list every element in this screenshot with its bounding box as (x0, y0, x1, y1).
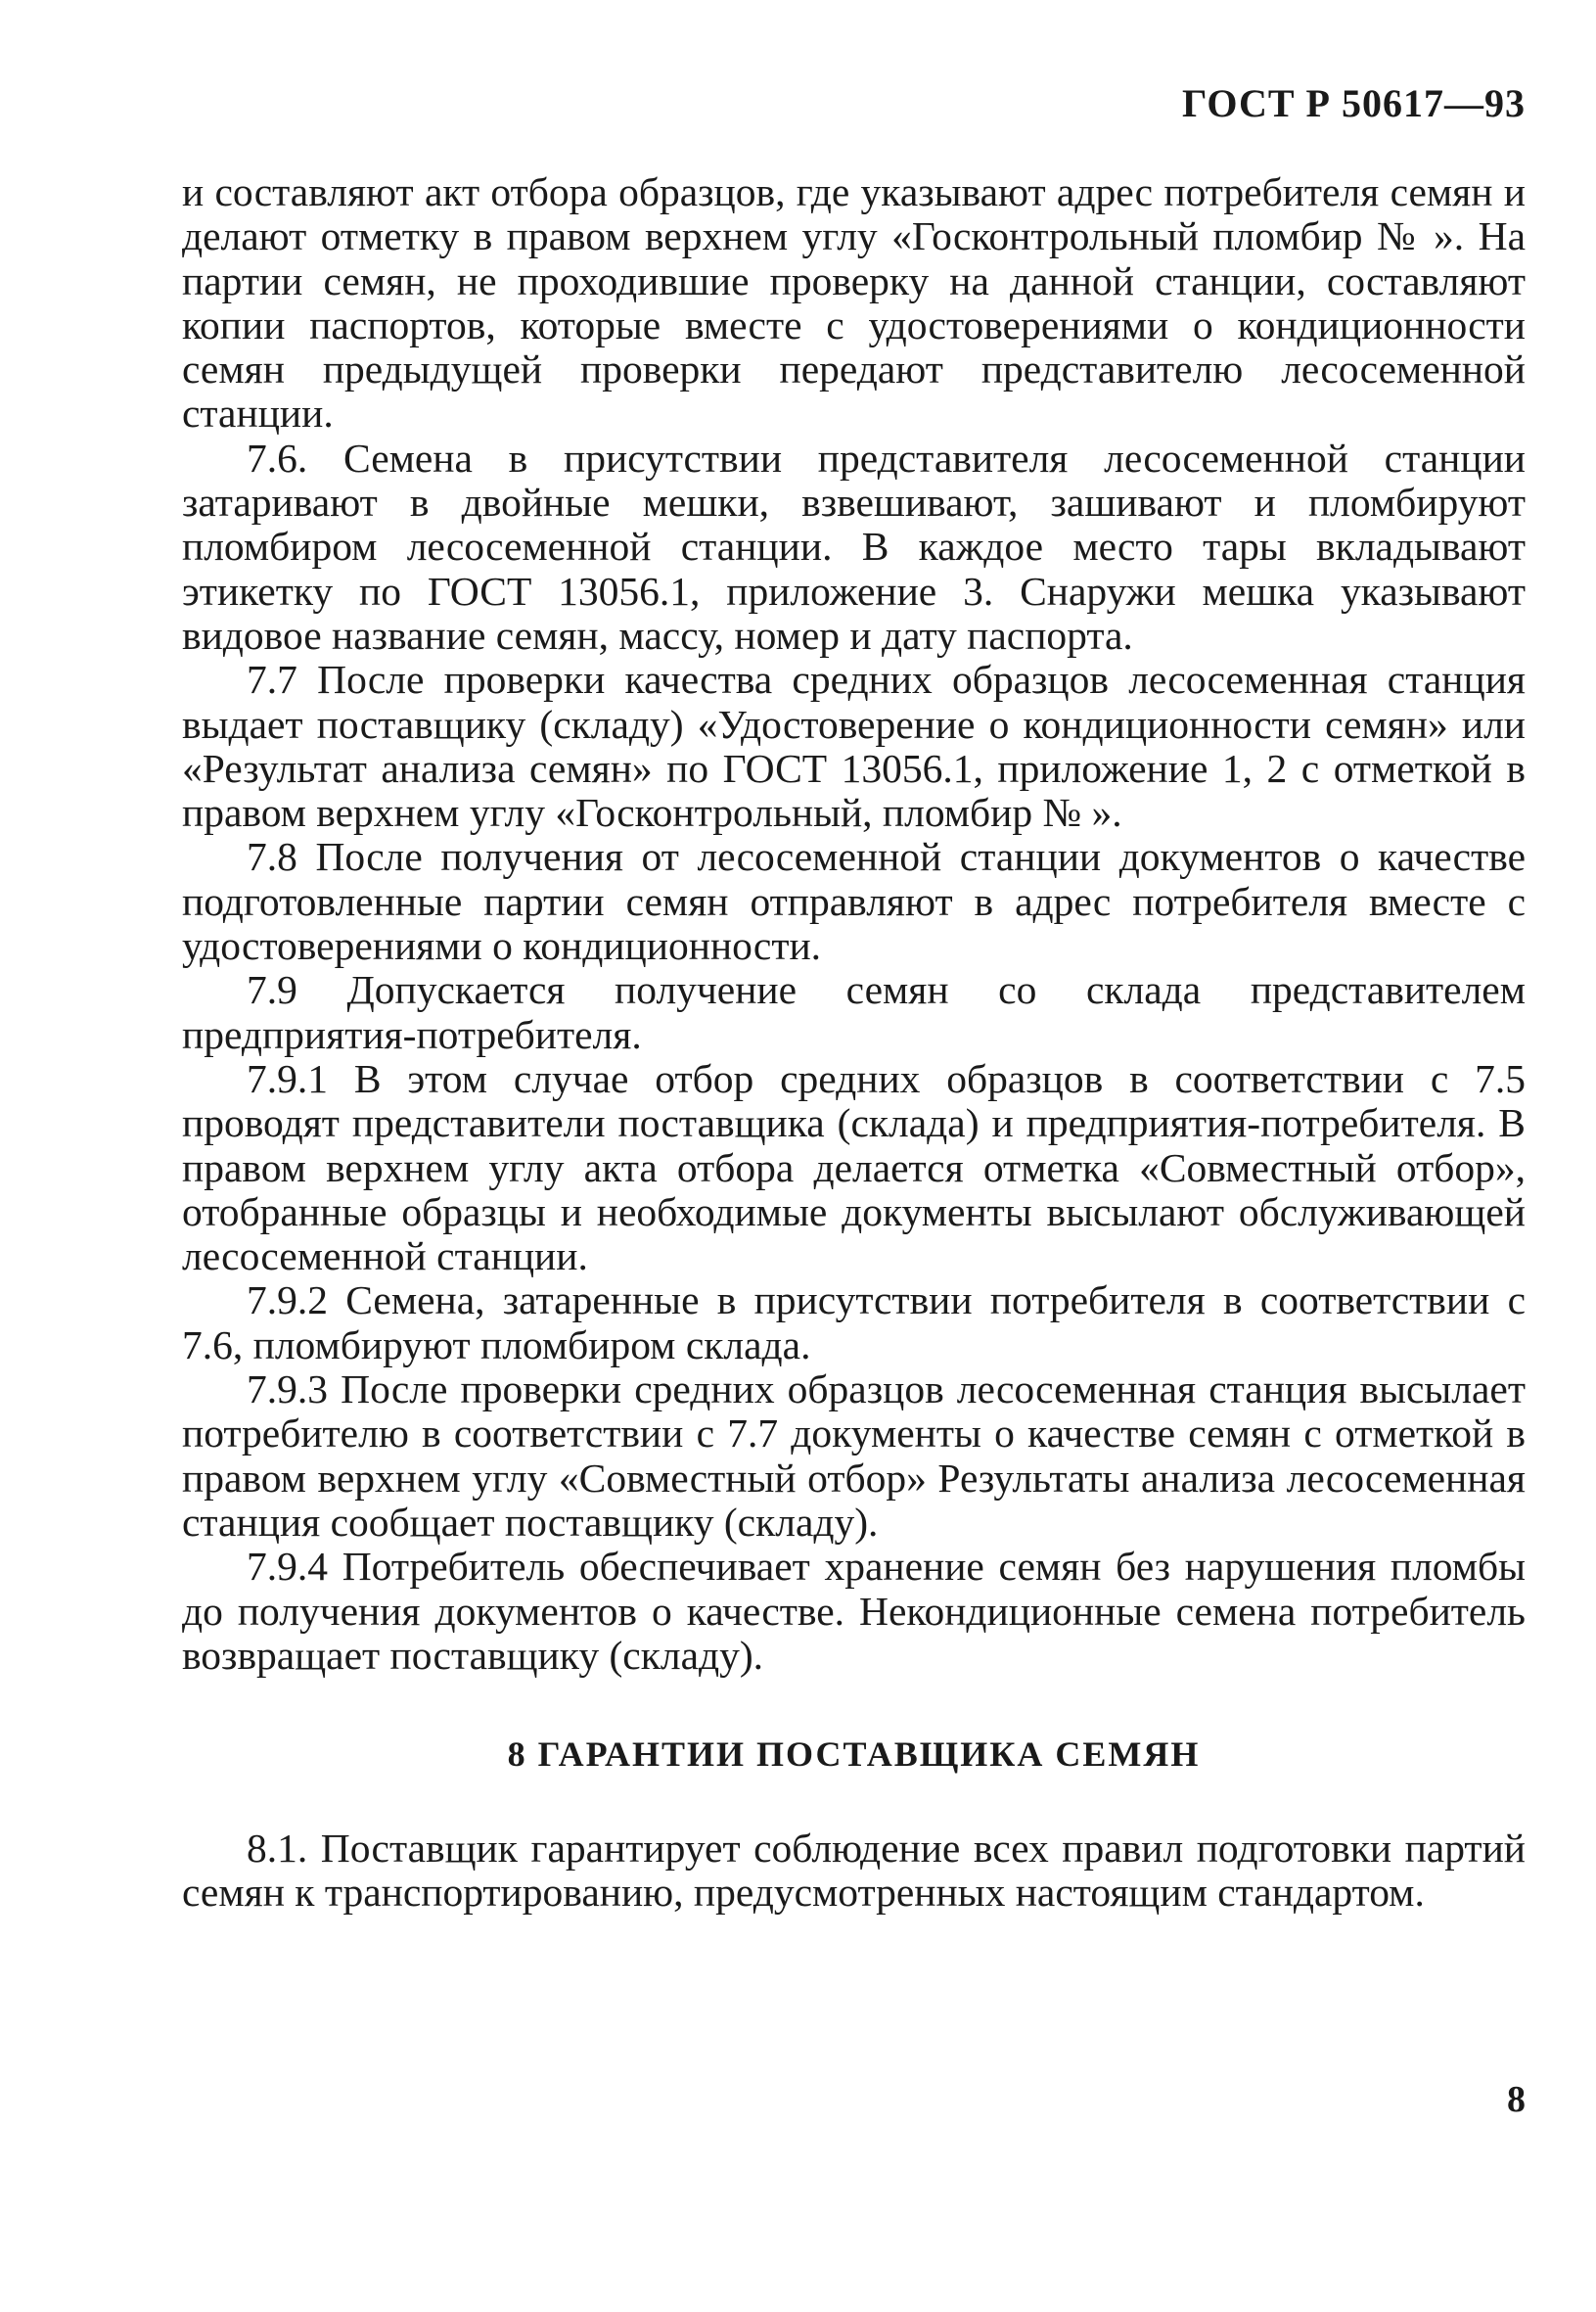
paragraph-7-7: 7.7 После проверки качества средних образцов лесосеменная станция выдает поставщику (складу) «Удостоверение о кондиционности семян» или «Результат анализа семян» по ГОСТ 13056.1, приложение 1, 2 с отметкой в правом верхнем углу «Госконтрольный, пломбир № ». (182, 657, 1526, 836)
paragraph-7-6: 7.6. Семена в присутствии представителя лесосеменной станции затаривают в двойные мешки, взвешивают, зашивают и пломбируют пломбиром лесосеменной станции. В каждое место тары вкладывают этикетку по ГОСТ 13056.1, приложение 3. Снаружи мешка указывают видовое название семян, массу, номер и дату паспорта. (182, 435, 1526, 658)
section-title: 8 ГАРАНТИИ ПОСТАВЩИКА СЕМЯН (507, 1734, 1201, 1775)
paragraph-7-9-3: 7.9.3 После проверки средних образцов лесосеменная станция высылает потребителю в соответствии с 7.7 документы о качестве семян с отметкой в правом верхнем углу «Совместный отбор» Результаты анализа лесосеменная станция сообщает поставщику (складу). (182, 1366, 1526, 1545)
paragraph-8-1: 8.1. Поставщик гарантирует соблюдение всех правил подготовки партий семян к транспортированию, предусмотренных настоящим стандартом. (182, 1826, 1526, 1916)
paragraph-7-9-1: 7.9.1 В этом случае отбор средних образцов в соответствии с 7.5 проводят представители поставщика (склада) и предприятия-потребителя. В правом верхнем углу акта отбора делается отметка «Совместный отбор», отобранные образцы и необходимые документы высылают обслуживающей лесосеменной станции. (182, 1055, 1526, 1279)
standard-code-header: ГОСТ Р 50617—93 (1181, 81, 1526, 125)
page-number: 8 (1507, 2079, 1526, 2120)
paragraph-7-9: 7.9 Допускается получение семян со склада представителем предприятия-потребителя. (182, 967, 1526, 1057)
document-page (182, 76, 1526, 1916)
paragraph-7-9-2: 7.9.2 Семена, затаренные в присутствии потребителя в соответствии с 7.6, пломбируют пломбиром склада. (182, 1277, 1526, 1367)
paragraph-7-9-4: 7.9.4 Потребитель обеспечивает хранение семян без нарушения пломбы до получения документов о качестве. Некондиционные семена потребитель возвращает поставщику (складу). (182, 1544, 1526, 1678)
paragraph-continuation: и составляют акт отбора образцов, где указывают адрес потребителя семян и делают отметку в правом верхнем углу «Госконтрольный пломбир № ». На партии семян, не проходившие проверку на данной станции, составляют копии паспортов, которые вместе с удостоверениями о кондиционности семян предыдущей проверки передают представителю лесосеменной станции. (182, 169, 1526, 437)
paragraph-7-8: 7.8 После получения от лесосеменной станции документов о качестве подготовленные партии семян отправляют в адрес потребителя вместе с удостоверениями о кондиционности. (182, 834, 1526, 969)
